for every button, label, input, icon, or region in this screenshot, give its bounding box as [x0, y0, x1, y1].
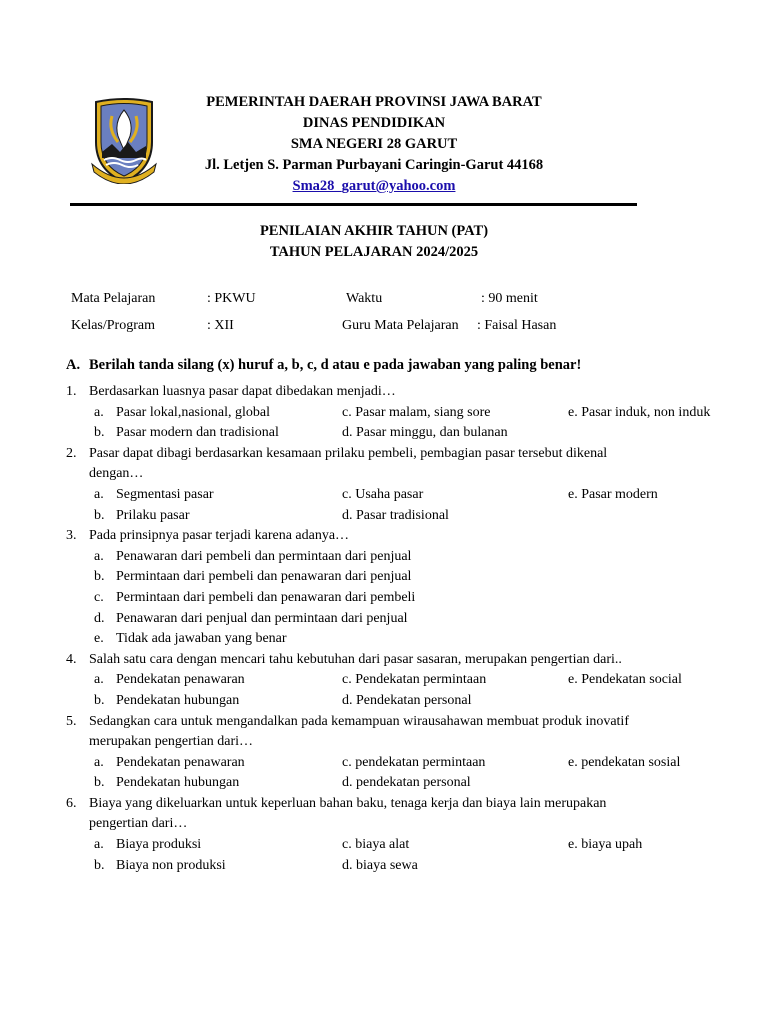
- option-text: Penawaran dari pembeli dan permintaan dari penjual: [116, 548, 412, 564]
- answer-option-row: [0, 588, 768, 609]
- option-text: Penawaran dari penjual dan permintaan dari penjual: [116, 610, 408, 626]
- letterhead-school: SMA NEGERI 28 GARUT: [290, 136, 458, 152]
- question-list: [0, 382, 768, 876]
- option-text: d. Pasar tradisional: [342, 507, 449, 523]
- option-text: Segmentasi pasar: [116, 486, 214, 502]
- answer-option-row: [0, 753, 768, 774]
- question-line: [0, 382, 768, 403]
- option-letter: a.: [94, 672, 104, 688]
- answer-option-row: [0, 691, 768, 712]
- option-text: d. Pasar minggu, dan bulanan: [342, 425, 508, 441]
- time-label: Waktu: [346, 291, 383, 306]
- option-text: Permintaan dari pembeli dan penawaran dari pembeli: [116, 589, 416, 605]
- question-line: [0, 794, 768, 815]
- question-number: 2.: [66, 445, 77, 461]
- option-text: c. Pasar malam, siang sore: [342, 404, 491, 420]
- exam-title-block: [0, 221, 748, 263]
- letterhead-address: Jl. Letjen S. Parman Purbayani Caringin-Garut 44168: [204, 157, 544, 173]
- option-text: Pasar modern dan tradisional: [116, 425, 279, 441]
- answer-option-row: [0, 609, 768, 630]
- option-text: Permintaan dari pembeli dan penawaran dari penjual: [116, 569, 412, 585]
- option-text: d. biaya sewa: [342, 857, 418, 873]
- question-line: [0, 650, 768, 671]
- question-line: [0, 732, 768, 753]
- option-letter: b.: [94, 857, 105, 873]
- answer-option-row: [0, 773, 768, 794]
- option-text: Biaya produksi: [116, 837, 202, 853]
- class-value: : XII: [207, 318, 234, 333]
- question-item: [0, 794, 768, 876]
- question-item: [0, 526, 768, 650]
- answer-option-row: [0, 629, 768, 650]
- option-text: Pendekatan hubungan: [116, 692, 240, 708]
- answer-option-row: [0, 506, 768, 527]
- option-letter: a.: [94, 404, 104, 420]
- question-text: Pasar dapat dibagi berdasarkan kesamaan prilaku pembeli, pembagian pasar tersebut dikenal: [89, 445, 608, 461]
- question-number: 4.: [66, 651, 77, 667]
- option-text: c. pendekatan permintaan: [342, 754, 486, 770]
- question-number: 1.: [66, 384, 77, 399]
- option-text: e. Pasar modern: [568, 486, 658, 502]
- option-text: Pendekatan penawaran: [116, 754, 245, 770]
- time-value: : 90 menit: [481, 291, 538, 306]
- teacher-label: Guru Mata Pelajaran: [342, 318, 459, 333]
- option-letter: a.: [94, 837, 104, 853]
- option-text: Pendekatan penawaran: [116, 672, 245, 688]
- answer-option-row: [0, 547, 768, 568]
- option-text: Biaya non produksi: [116, 857, 226, 873]
- option-letter: b.: [94, 425, 105, 441]
- question-item: [0, 712, 768, 794]
- option-text: e. pendekatan sosial: [568, 754, 681, 770]
- option-letter: e.: [94, 631, 104, 647]
- subject-value: : PKWU: [207, 291, 256, 306]
- question-line: [0, 444, 768, 465]
- west-java-emblem-icon: [88, 96, 160, 184]
- option-letter: b.: [94, 507, 105, 523]
- letterhead: [180, 92, 568, 197]
- option-letter: a.: [94, 486, 104, 502]
- option-text: Prilaku pasar: [116, 507, 190, 523]
- question-text: Biaya yang dikeluarkan untuk keperluan bahan baku, tenaga kerja dan biaya lain merupakan: [89, 795, 607, 811]
- section-instruction: Berilah tanda silang (x) huruf a, b, c, d atau e pada jawaban yang paling benar!: [89, 357, 582, 373]
- question-text: Sedangkan cara untuk mengandalkan pada kemampuan wirausahawan membuat produk inovatif: [89, 713, 629, 729]
- answer-option-row: [0, 670, 768, 691]
- answer-option-row: [0, 485, 768, 506]
- option-text: c. Usaha pasar: [342, 486, 424, 502]
- question-line: [0, 814, 768, 835]
- question-line: [0, 526, 768, 547]
- answer-option-row: [0, 423, 768, 444]
- email-link[interactable]: Sma28_garut@yahoo.com: [292, 178, 456, 194]
- class-label: Kelas/Program: [71, 318, 155, 333]
- question-line: [0, 712, 768, 733]
- option-letter: d.: [94, 610, 105, 626]
- question-item: [0, 650, 768, 712]
- option-letter: b.: [94, 775, 105, 791]
- answer-option-row: [0, 567, 768, 588]
- option-text: e. Pendekatan social: [568, 672, 682, 688]
- option-letter: a.: [94, 754, 104, 770]
- question-text: Berdasarkan luasnya pasar dapat dibedakan menjadi…: [89, 384, 396, 399]
- question-text: dengan…: [89, 466, 144, 482]
- option-text: e. biaya upah: [568, 837, 643, 853]
- option-text: c. biaya alat: [342, 837, 410, 853]
- answer-option-row: [0, 835, 768, 856]
- option-text: Pasar lokal,nasional, global: [116, 404, 270, 420]
- answer-option-row: [0, 403, 768, 424]
- question-text: pengertian dari…: [89, 816, 188, 832]
- answer-option-row: [0, 856, 768, 877]
- letterhead-department: DINAS PENDIDIKAN: [302, 115, 446, 131]
- option-text: Pendekatan hubungan: [116, 775, 240, 791]
- exam-title: PENILAIAN AKHIR TAHUN (PAT): [259, 223, 489, 239]
- question-item: [0, 444, 768, 526]
- option-text: c. Pendekatan permintaan: [342, 672, 487, 688]
- option-text: d. Pendekatan personal: [342, 692, 472, 708]
- question-item: [0, 382, 768, 444]
- question-text: Salah satu cara dengan mencari tahu kebutuhan dari pasar sasaran, merupakan pengertian dari..: [89, 651, 622, 667]
- option-letter: b.: [94, 692, 105, 708]
- option-letter: b.: [94, 569, 105, 585]
- question-number: 3.: [66, 528, 77, 544]
- exam-year: TAHUN PELAJARAN 2024/2025: [269, 244, 479, 260]
- question-text: merupakan pengertian dari…: [89, 734, 254, 750]
- question-number: 6.: [66, 795, 77, 811]
- question-text: Pada prinsipnya pasar terjadi karena adanya…: [89, 528, 350, 544]
- option-text: d. pendekatan personal: [342, 775, 471, 791]
- option-text: Tidak ada jawaban yang benar: [116, 631, 287, 647]
- question-line: [0, 464, 768, 485]
- subject-label: Mata Pelajaran: [71, 291, 156, 306]
- option-letter: c.: [94, 589, 104, 605]
- letterhead-government: PEMERINTAH DAERAH PROVINSI JAWA BARAT: [206, 94, 542, 110]
- letterhead-divider: [70, 203, 637, 206]
- option-text: e. Pasar induk, non induk: [568, 404, 711, 420]
- question-number: 5.: [66, 713, 77, 729]
- section-label: A.: [66, 357, 81, 373]
- teacher-value: : Faisal Hasan: [477, 318, 557, 333]
- option-letter: a.: [94, 548, 104, 564]
